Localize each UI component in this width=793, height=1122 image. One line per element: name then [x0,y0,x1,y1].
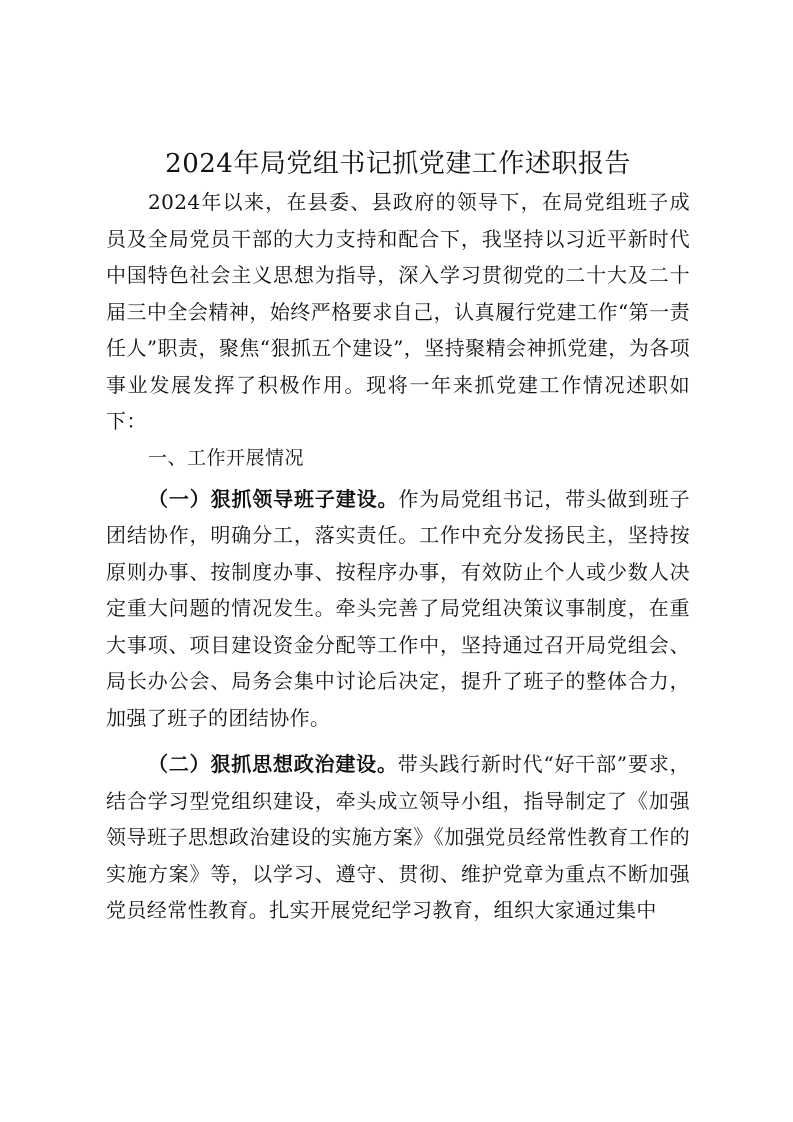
section-heading: 一、工作开展情况 [148,446,305,469]
page-title: 2024年局党组书记抓党建工作述职报告 [165,149,631,179]
subsection-paragraph-1 [106,481,690,737]
document-body [106,142,690,929]
subsection-text-2: 带头践行新时代“好干部”要求，结合学习型党组织建设，牵头成立领导小组，指导制定了《加强领导班子思想政治建设的实施方案》《加强党员经常性教育工作的实施方案》等，以学习、遵守、贯彻、维护党章为重点不断加强党员经常性教育。扎实开展党纪学习教育，组织大家通过集中 [106,752,690,922]
subsection-text-1: 作为局党组书记，带头做到班子团结协作，明确分工，落实责任。工作中充分发扬民主，坚持按原则办事、按制度办事、按程序办事，有效防止个人或少数人决定重大问题的情况发生。牵头完善了局党组决策议事制度，在重大事项、项目建设资金分配等工作中，坚持通过召开局党组会、局长办公会、局务会集中讨论后决定，提升了班子的整体合力，加强了班子的团结协作。 [106,486,690,730]
intro-paragraph: 2024年以来，在县委、县政府的领导下，在局党组班子成员及全局党员干部的大力支持和配合下，我坚持以习近平新时代中国特色社会主义思想为指导，深入学习贯彻党的二十大及二十届三中全会精神，始终严格要求自己，认真履行党建工作“第一责任人”职责，聚焦“狠抓五个建设”，坚持聚精会神抓党建，为各项事业发展发挥了积极作用。现将一年来抓党建工作情况述职如下： [106,190,690,433]
subsection-heading-2: （二）狠抓思想政治建设。 [148,752,398,776]
subsection-paragraph-2 [106,746,690,929]
subsection-heading-1: （一）狠抓领导班子建设。 [148,486,399,511]
